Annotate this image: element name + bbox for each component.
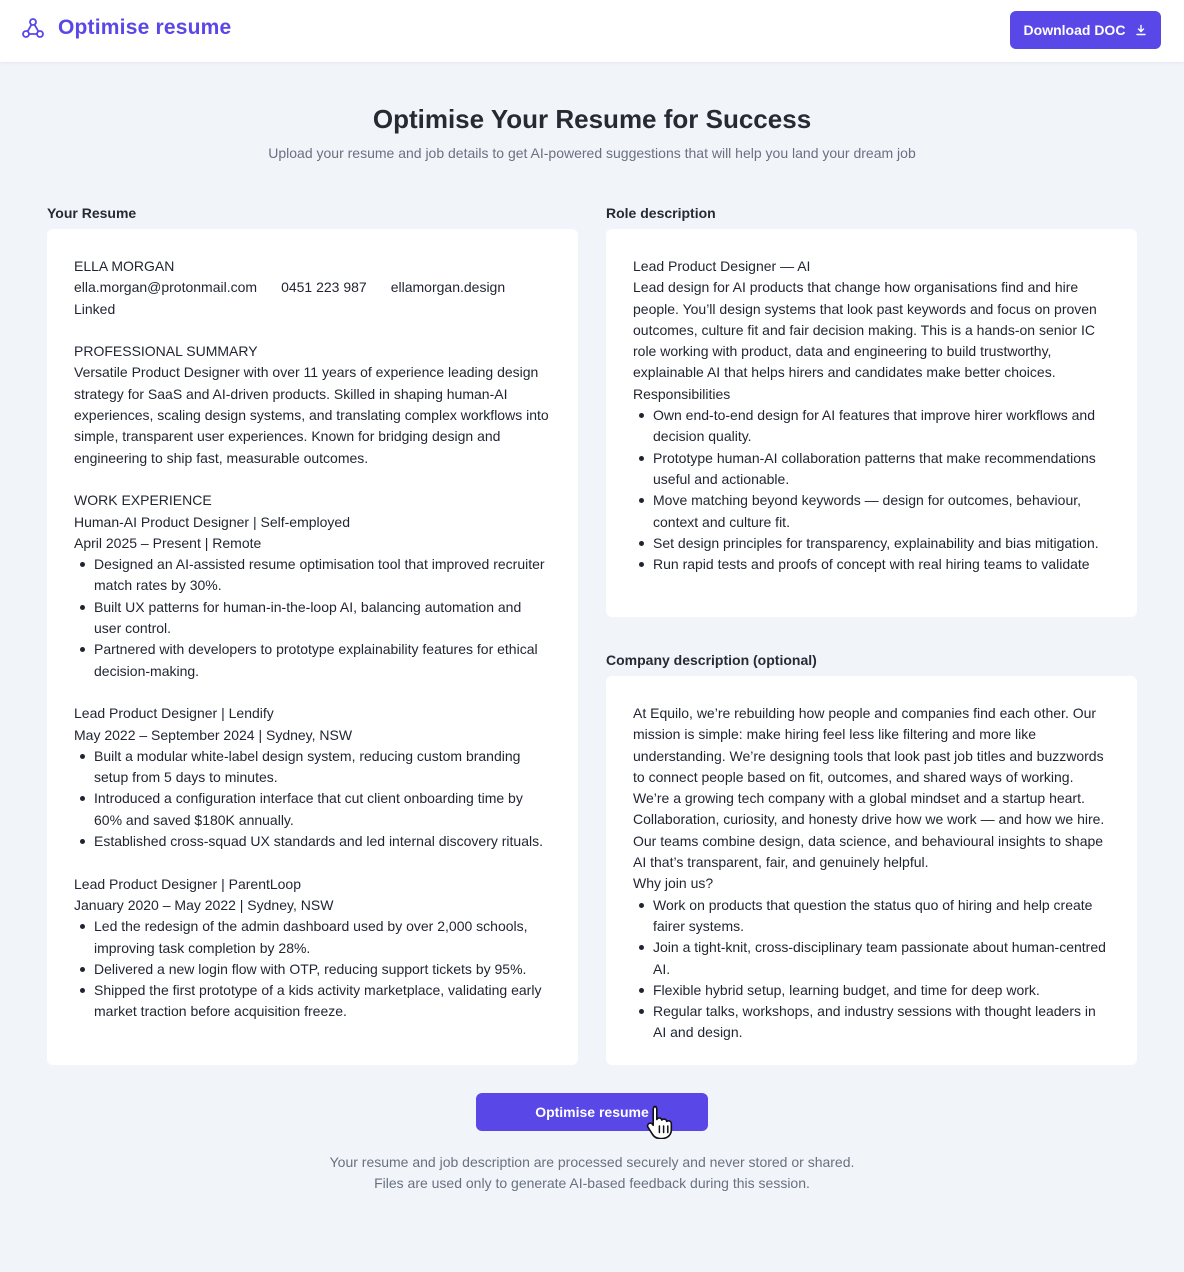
page-title: Optimise Your Resume for Success [372,104,812,134]
job-bullet: Built a modular white-label design system, reducing custom branding setup from 5 days to minutes. [74,746,551,789]
why-item: Flexible hybrid setup, learning budget, and time for deep work. [633,980,1110,1001]
summary-text: Versatile Product Designer with over 11 years of experience leading design strategy for SaaS and AI-driven products. Skilled in shaping human-AI experiences, scaling design systems, and translating complex workflows into simple, transparent user experiences. Known for bridging design and engineering to ship fast, measurable outcomes. [74,364,549,466]
responsibilities-heading: Responsibilities [633,385,731,402]
company-label: Company description (optional) [606,652,817,668]
job-bullets [74,916,551,1022]
resume-linked: Linked [74,300,116,317]
responsibility-item: Run rapid tests and proofs of concept with real hiring teams to validate [633,554,1110,575]
role-intro: Lead design for AI products that change how organisations find and hire people. You’ll design systems that look past keywords and focus on proven outcomes, culture fit and fair decision making. This is a hands-on senior IC role working with product, data and engineering to build trustworthy, explainable AI that helps hirers and candidates make better choices. [633,279,1097,381]
company-textarea[interactable] [606,676,1137,1065]
job-title: Lead Product Designer | Lendify [74,705,274,722]
page-subtitle: Upload your resume and job details to get AI-powered suggestions that will help you land your dream job [268,145,916,161]
job-bullets [74,746,551,852]
top-bar [0,0,1184,62]
app-title: Optimise resume [58,16,232,39]
job-bullet: Built UX patterns for human-in-the-loop AI, balancing automation and user control. [74,597,551,640]
job-bullet: Delivered a new login flow with OTP, reducing support tickets by 95%. [74,959,551,980]
job-period: January 2020 – May 2022 | Sydney, NSW [74,896,334,913]
download-icon [1135,24,1147,36]
resume-textarea[interactable] [47,229,578,1065]
why-heading: Why join us? [633,875,714,892]
summary-heading: PROFESSIONAL SUMMARY [74,343,258,360]
job-bullet: Shipped the first prototype of a kids activity marketplace, validating early market traction before acquisition freeze. [74,980,551,1023]
responsibilities-list [633,405,1110,575]
why-item: Join a tight-knit, cross-disciplinary team passionate about human-centred AI. [633,937,1110,980]
job-period: April 2025 – Present | Remote [74,534,262,551]
role-textarea[interactable] [606,229,1137,617]
responsibility-item: Set design principles for transparency, explainability and bias mitigation. [633,533,1110,554]
download-doc-button[interactable] [1010,11,1161,49]
job-bullet: Partnered with developers to prototype explainability features for ethical decision-making. [74,639,551,682]
job-bullet: Established cross-squad UX standards and led internal discovery rituals. [74,831,551,852]
hand-pointer-icon [644,1103,678,1139]
privacy-note-line2: Files are used only to generate AI-based feedback during this session. [374,1175,810,1191]
job-bullet: Designed an AI-assisted resume optimisation tool that improved recruiter match rates by 30%. [74,554,551,597]
resume-email: ella.morgan@protonmail.com [74,279,258,296]
resume-phone: 0451 223 987 [281,279,367,296]
job-title: Human-AI Product Designer | Self-employed [74,513,350,530]
responsibility-item: Prototype human-AI collaboration patterns that make recommendations useful and actionable. [633,448,1110,491]
role-label: Role description [606,205,716,221]
resume-contact [74,277,551,298]
optimise-resume-label: Optimise resume [535,1104,649,1120]
job-bullet: Introduced a configuration interface that cut client onboarding time by 60% and saved $180K annually. [74,788,551,831]
resume-label: Your Resume [47,205,137,221]
job-bullets [74,554,551,682]
role-title: Lead Product Designer — AI [633,258,811,274]
responsibility-item: Move matching beyond keywords — design for outcomes, behaviour, context and culture fit. [633,490,1110,533]
why-item: Regular talks, workshops, and industry sessions with thought leaders in AI and design. [633,1001,1110,1044]
job-title: Lead Product Designer | ParentLoop [74,875,302,892]
download-doc-label: Download DOC [1023,22,1126,38]
resume-name: ELLA MORGAN [74,258,175,274]
company-para: We’re a growing tech company with a global mindset and a startup heart. Collaboration, curiosity, and honesty drive how we work — and how we hire. Our teams combine design, data science, and behavioural insights to shape AI that’s transparent, fair, and genuinely helpful. [633,790,1105,871]
why-list [633,895,1110,1044]
why-item: Work on products that question the status quo of hiring and help create fairer systems. [633,895,1110,938]
resume-website: ellamorgan.design [390,279,506,296]
privacy-note-line1: Your resume and job description are processed securely and never stored or shared. [329,1154,855,1170]
responsibility-item: Own end-to-end design for AI features that improve hirer workflows and decision quality. [633,405,1110,448]
experience-heading: WORK EXPERIENCE [74,492,212,509]
company-para: At Equilo, we’re rebuilding how people and companies find each other. Our mission is simple: make hiring feel less like filtering and more like understanding. We’re designing tools that look past job titles and buzzwords to connect people based on fit, outcomes, and shared ways of working. [633,705,1104,785]
brand[interactable] [21,16,231,40]
network-nodes-icon [21,16,45,40]
job-period: May 2022 – September 2024 | Sydney, NSW [74,726,353,743]
job-bullet: Led the redesign of the admin dashboard used by over 2,000 schools, improving task completion by 28%. [74,916,551,959]
